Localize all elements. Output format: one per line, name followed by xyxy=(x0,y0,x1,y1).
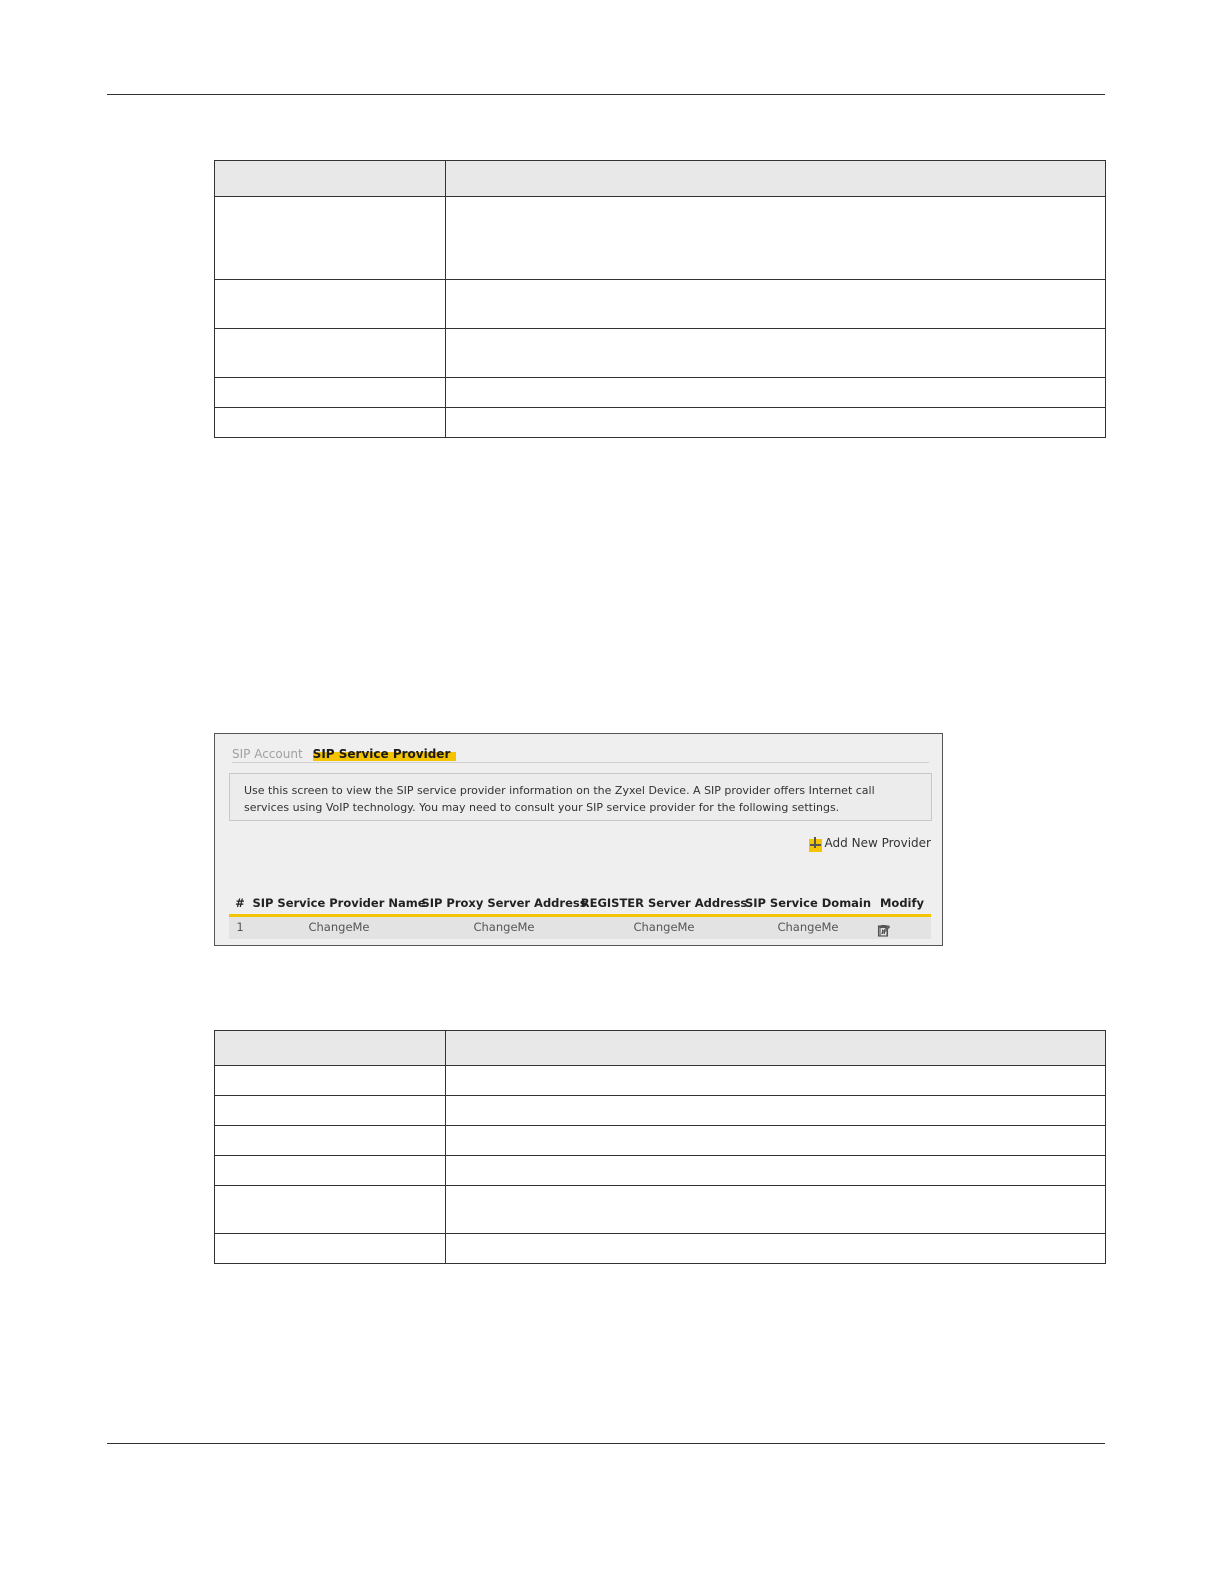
screen-description: Use this screen to view the SIP service provider information on the Zyxel Device. A SIP provider offers Internet call services using VoIP technology. You may need to consult your SIP service provider for the following settings. xyxy=(229,773,932,821)
table-header-cell xyxy=(446,161,1106,197)
col-header-proxy-address: SIP Proxy Server Address xyxy=(421,896,587,910)
table-cell xyxy=(446,1186,1106,1234)
table-cell xyxy=(446,1066,1106,1096)
trash-icon[interactable] xyxy=(878,924,891,937)
table-cell xyxy=(446,1096,1106,1126)
table-header-row xyxy=(229,892,931,914)
col-header-provider-name: SIP Service Provider Name xyxy=(252,896,426,910)
plus-icon xyxy=(809,839,822,852)
add-new-provider-label: Add New Provider xyxy=(824,836,931,850)
field-table-bottom xyxy=(214,1030,1106,1264)
col-header-index: # xyxy=(235,896,245,910)
field-table-top xyxy=(214,160,1106,438)
table-cell xyxy=(446,1234,1106,1264)
table-cell xyxy=(215,329,446,378)
table-header-cell xyxy=(215,161,446,197)
footer-rule xyxy=(107,1443,1105,1444)
table-cell xyxy=(215,1186,446,1234)
table-cell xyxy=(446,197,1106,280)
tab-bar xyxy=(232,747,456,763)
table-header-cell xyxy=(446,1031,1106,1066)
table-cell xyxy=(446,280,1106,329)
row-provider-name: ChangeMe xyxy=(308,920,370,934)
table-cell xyxy=(215,280,446,329)
table-cell xyxy=(215,408,446,438)
table-cell xyxy=(446,1156,1106,1186)
table-cell xyxy=(446,408,1106,438)
col-header-modify: Modify xyxy=(879,896,925,910)
table-header-cell xyxy=(215,1031,446,1066)
table-cell xyxy=(215,1096,446,1126)
row-register-address: ChangeMe xyxy=(633,920,695,934)
table-cell xyxy=(215,197,446,280)
table-cell xyxy=(215,1156,446,1186)
tab-sip-service-provider[interactable]: SIP Service Provider xyxy=(313,747,457,761)
col-header-register-address: REGISTER Server Address xyxy=(580,896,748,910)
table-cell xyxy=(215,378,446,408)
table-cell xyxy=(446,378,1106,408)
table-cell xyxy=(215,1126,446,1156)
provider-table xyxy=(229,892,931,939)
tab-divider xyxy=(232,762,929,763)
header-rule xyxy=(107,94,1105,95)
sip-provider-screenshot xyxy=(214,733,943,946)
row-index: 1 xyxy=(236,920,244,934)
row-proxy-address: ChangeMe xyxy=(473,920,535,934)
add-new-provider-button[interactable] xyxy=(809,836,931,850)
table-cell xyxy=(446,1126,1106,1156)
table-cell xyxy=(215,1234,446,1264)
table-row xyxy=(229,917,931,939)
table-cell xyxy=(446,329,1106,378)
table-cell xyxy=(215,1066,446,1096)
row-service-domain: ChangeMe xyxy=(777,920,839,934)
tab-sip-account[interactable]: SIP Account xyxy=(232,747,303,761)
col-header-service-domain: SIP Service Domain xyxy=(744,896,872,910)
